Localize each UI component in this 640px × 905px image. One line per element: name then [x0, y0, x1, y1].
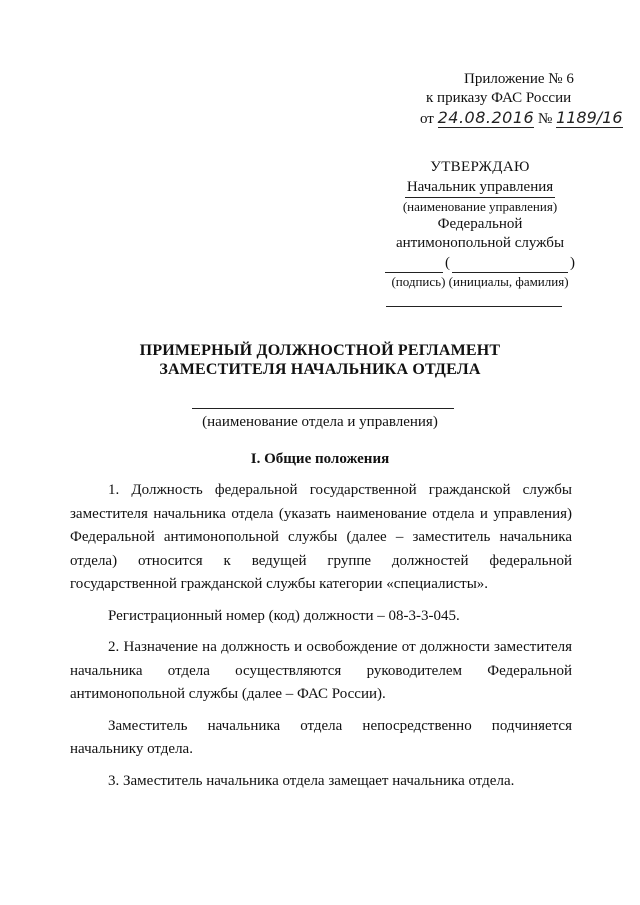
approval-org-line2: антимонопольной службы — [395, 235, 565, 251]
title-line2: ЗАМЕСТИТЕЛЯ НАЧАЛЬНИКА ОТДЕЛА — [159, 361, 481, 378]
approval-position-caption: (наименование управления) — [402, 199, 558, 214]
paren-open: ( — [445, 255, 450, 271]
paragraph-3: 2. Назначение на должность и освобождение от должности заместителя начальника отдела осуществляются руководителем Федеральной антимонопольной службы (далее – ФАС России). — [70, 639, 572, 702]
approval-org-line1: Федеральной — [437, 216, 523, 232]
appendix-number: Приложение № 6 — [464, 71, 574, 87]
paragraph-1: 1. Должность федеральной государственной гражданской службы заместителя начальника отдела (указать наименование отдела и управления) Федеральной антимонопольной службы (далее – заместитель начальника отдела) относится к ведущей группе должностей федеральной государственной гражданской службы категории «специалисты». — [70, 482, 572, 592]
approval-block — [380, 158, 580, 290]
signature-blank — [385, 258, 443, 273]
paragraph-2: Регистрационный номер (код) должности – 08-3-3-045. — [108, 607, 460, 624]
section-heading: I. Общие положения — [250, 451, 390, 467]
handwritten-date: 24.08.2016 — [437, 108, 535, 127]
paragraph-4: Заместитель начальника отдела непосредственно подчиняется начальнику отдела. — [70, 717, 572, 757]
appendix-from-label: от — [420, 111, 434, 127]
dept-blank-line — [192, 408, 454, 409]
signature-caption: (подпись) (инициалы, фамилия) — [391, 274, 569, 289]
approval-position: Начальник управления — [405, 178, 555, 198]
paren-close: ) — [570, 255, 575, 271]
handwritten-order-number: 1189/16 — [556, 108, 623, 127]
paragraph-5: 3. Заместитель начальника отдела замещает начальника отдела. — [108, 772, 515, 789]
document-title — [0, 341, 640, 379]
title-line1: ПРИМЕРНЫЙ ДОЛЖНОСТНОЙ РЕГЛАМЕНТ — [139, 342, 501, 359]
date-blank-line — [386, 306, 562, 307]
appendix-date-number-line — [420, 108, 623, 129]
name-blank — [452, 258, 568, 273]
approval-title: УТВЕРЖДАЮ — [430, 159, 530, 175]
appendix-order-ref: к приказу ФАС России — [426, 90, 572, 106]
signature-line — [380, 254, 580, 273]
section-body — [70, 479, 572, 793]
appendix-no-label: № — [537, 111, 553, 127]
dept-caption: (наименование отдела и управления) — [202, 414, 438, 430]
appendix-block — [420, 70, 623, 129]
